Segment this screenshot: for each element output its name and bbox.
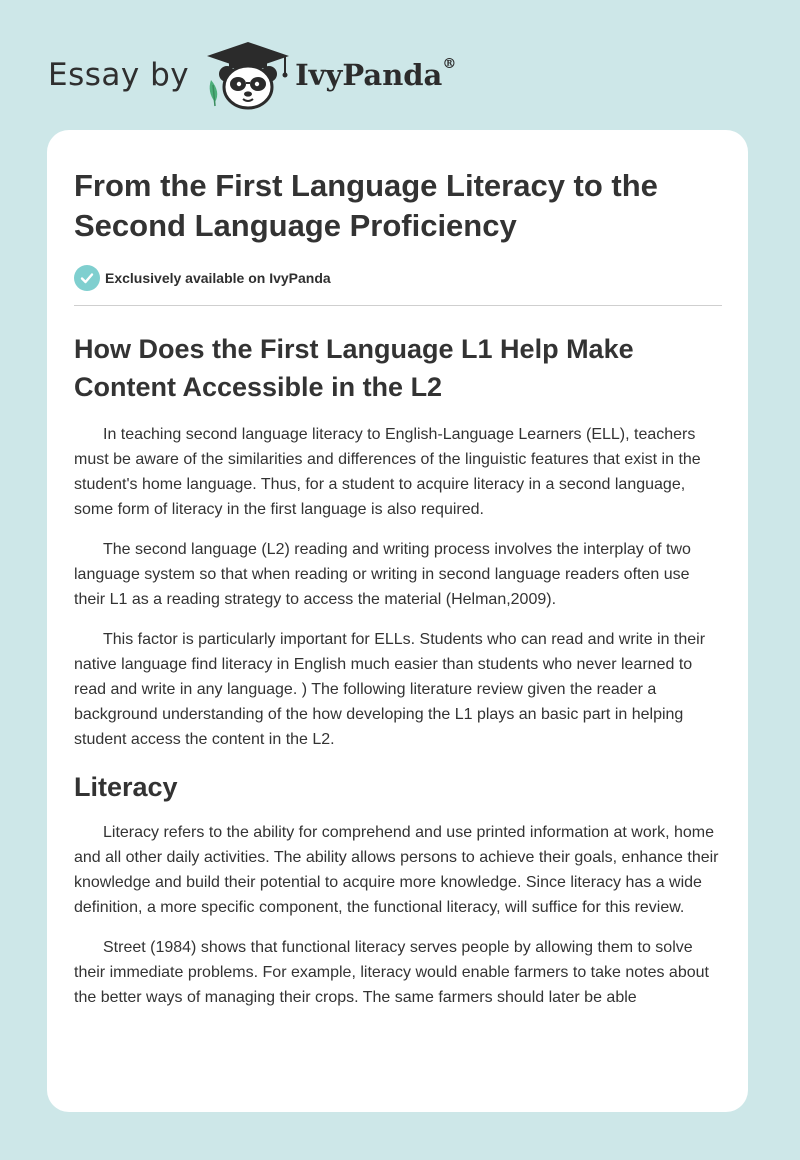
exclusive-badge [74, 264, 724, 292]
paragraph: The second language (L2) reading and writing process involves the interplay of two language system so that when reading or writing in second language readers often use their L1 as a reading strategy to access the material (Helman,2009). [74, 541, 691, 608]
panda-graduate-icon [205, 40, 291, 110]
site-header [0, 0, 800, 130]
essay-content [74, 166, 724, 1025]
section-heading-l1: How Does the First Language L1 Help Make Content Accessible in the L2 [74, 334, 634, 402]
paragraph: Street (1984) shows that functional literacy serves people by allowing them to solve their immediate problems. For example, literacy would enable farmers to take notes about the better ways of managing their crops. The same farmers should later be able [74, 939, 709, 1006]
ivypanda-wordmark: IvyPanda® [295, 56, 457, 92]
paragraph: This factor is particularly important for ELLs. Students who can read and write in their native language find literacy in English much easier than students who never learned to read and write in any language. ) The following literature review given the reader a background understanding of the how developing the L1 plays an basic part in helping student access the content in the L2. [74, 631, 706, 748]
paragraph: Literacy refers to the ability for comprehend and use printed information at work, home and all other daily activities. The ability allows persons to achieve their goals, enhance their knowledge and build their potential to acquire more knowledge. Since literacy has a wide definition, a more specific component, the functional literacy, will suffice for this review. [74, 824, 719, 916]
section-heading-literacy: Literacy [74, 772, 178, 802]
essay-by-label: Essay by [48, 57, 190, 93]
essay-title: From the First Language Literacy to the Second Language Proficiency [74, 168, 658, 243]
brand-logo[interactable] [48, 40, 456, 110]
paragraph: In teaching second language literacy to English-Language Learners (ELL), teachers must be aware of the similarities and differences of the linguistic features that exist in the student's home language. Thus, for a student to acquire literacy in a second language, some form of literacy in the first language is also required. [74, 426, 701, 518]
check-circle-icon [74, 265, 100, 291]
essay-card [47, 130, 748, 1112]
exclusive-badge-text: Exclusively available on IvyPanda [105, 270, 331, 286]
registered-mark: ® [442, 56, 457, 72]
title-divider [74, 305, 722, 306]
